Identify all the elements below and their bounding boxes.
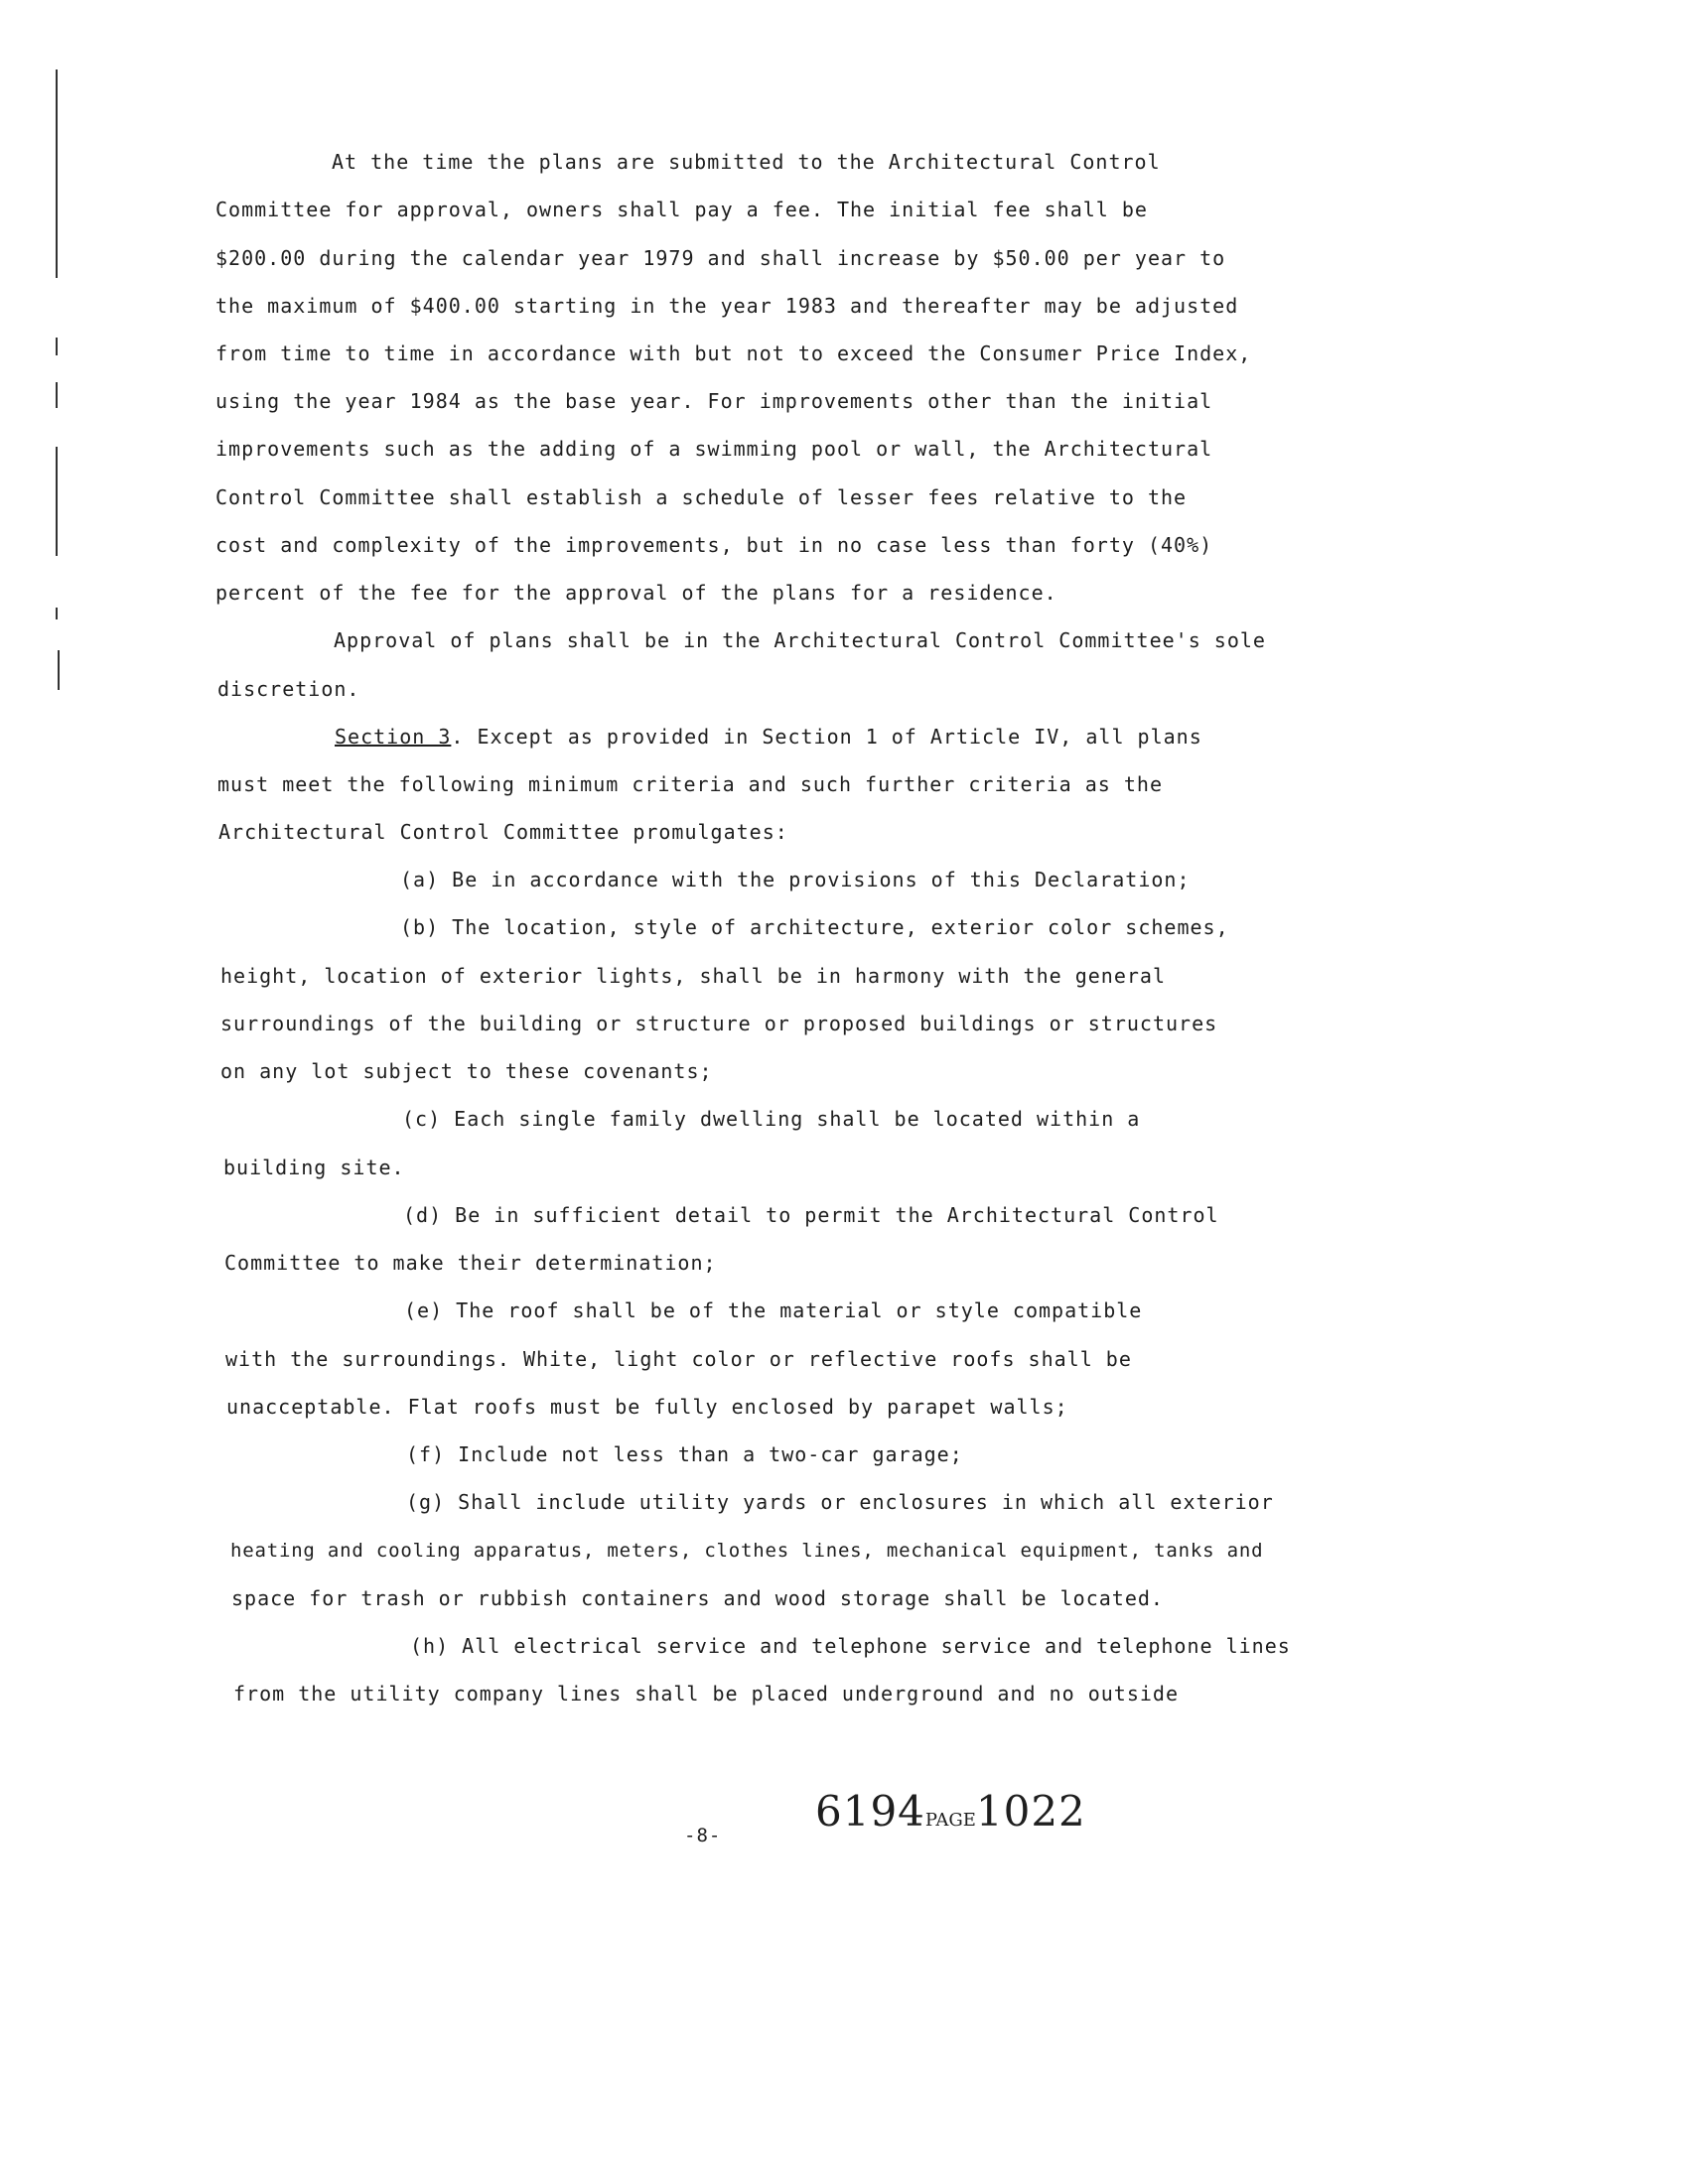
paragraph-line: discretion. bbox=[217, 677, 360, 701]
paragraph-line: improvements such as the adding of a swimming pool or wall, the Architectural bbox=[215, 437, 1213, 461]
list-item-f: (f) Include not less than a two-car garage; bbox=[406, 1442, 963, 1466]
paragraph-line: must meet the following minimum criteria and such further criteria as the bbox=[217, 772, 1163, 796]
list-item-continuation: heating and cooling apparatus, meters, clothes lines, mechanical equipment, tanks and bbox=[230, 1540, 1264, 1562]
paragraph-line: Architectural Control Committee promulgates: bbox=[218, 820, 788, 844]
list-item-continuation: on any lot subject to these covenants; bbox=[220, 1059, 713, 1083]
paragraph-line: cost and complexity of the improvements, but in no case less than forty (40%) bbox=[215, 533, 1213, 557]
list-item-d: (d) Be in sufficient detail to permit the Architectural Control bbox=[403, 1203, 1219, 1227]
list-item-c: (c) Each single family dwelling shall be located within a bbox=[402, 1107, 1141, 1131]
paragraph-line: Control Committee shall establish a schedule of lesser fees relative to the bbox=[215, 485, 1188, 509]
list-item-a: (a) Be in accordance with the provisions of this Declaration; bbox=[400, 868, 1191, 891]
page-label: PAGE bbox=[924, 1810, 976, 1831]
book-page-stamp bbox=[815, 1787, 1086, 1836]
scan-margin-mark bbox=[56, 69, 58, 278]
list-item-continuation: with the surroundings. White, light color or reflective roofs shall be bbox=[225, 1347, 1132, 1371]
book-number: 6194 bbox=[815, 1787, 925, 1836]
list-item-g: (g) Shall include utility yards or enclosures in which all exterior bbox=[406, 1490, 1274, 1514]
scan-margin-mark bbox=[56, 338, 58, 355]
list-item-continuation: height, location of exterior lights, shall be in harmony with the general bbox=[220, 964, 1166, 988]
paragraph-line: $200.00 during the calendar year 1979 and shall increase by $50.00 per year to bbox=[215, 246, 1226, 270]
list-item-e: (e) The roof shall be of the material or style compatible bbox=[404, 1298, 1143, 1322]
scan-margin-mark bbox=[56, 608, 58, 619]
paragraph-line: from time to time in accordance with but not to exceed the Consumer Price Index, bbox=[215, 341, 1252, 365]
paragraph-line: Approval of plans shall be in the Architectural Control Committee's sole bbox=[334, 628, 1266, 652]
scan-margin-mark bbox=[56, 447, 58, 556]
list-item-continuation: space for trash or rubbish containers and wood storage shall be located. bbox=[231, 1586, 1164, 1610]
section-3-line bbox=[335, 725, 1202, 749]
paragraph-line: percent of the fee for the approval of the plans for a residence. bbox=[215, 581, 1057, 605]
list-item-continuation: unacceptable. Flat roofs must be fully enclosed by parapet walls; bbox=[226, 1395, 1068, 1419]
paragraph-line: the maximum of $400.00 starting in the year 1983 and thereafter may be adjusted bbox=[215, 294, 1239, 318]
list-item-h: (h) All electrical service and telephone service and telephone lines bbox=[410, 1634, 1291, 1658]
list-item-continuation: building site. bbox=[223, 1156, 405, 1179]
paragraph-line: Committee for approval, owners shall pay a fee. The initial fee shall be bbox=[215, 198, 1148, 221]
list-item-continuation: from the utility company lines shall be placed underground and no outside bbox=[233, 1682, 1179, 1706]
list-item-b: (b) The location, style of architecture, exterior color schemes, bbox=[400, 915, 1229, 939]
scan-margin-mark bbox=[58, 650, 60, 690]
scan-margin-mark bbox=[56, 382, 58, 408]
page-number: -8- bbox=[684, 1825, 722, 1846]
paragraph-line: At the time the plans are submitted to the Architectural Control bbox=[332, 150, 1161, 174]
list-item-continuation: Committee to make their determination; bbox=[224, 1251, 717, 1275]
paragraph-line: using the year 1984 as the base year. For improvements other than the initial bbox=[215, 389, 1213, 413]
list-item-continuation: surroundings of the building or structure or proposed buildings or structures bbox=[220, 1012, 1218, 1035]
section-heading: Section 3 bbox=[335, 725, 452, 749]
recording-page-number: 1022 bbox=[975, 1787, 1086, 1836]
section-text: . Except as provided in Section 1 of Article IV, all plans bbox=[451, 725, 1202, 749]
